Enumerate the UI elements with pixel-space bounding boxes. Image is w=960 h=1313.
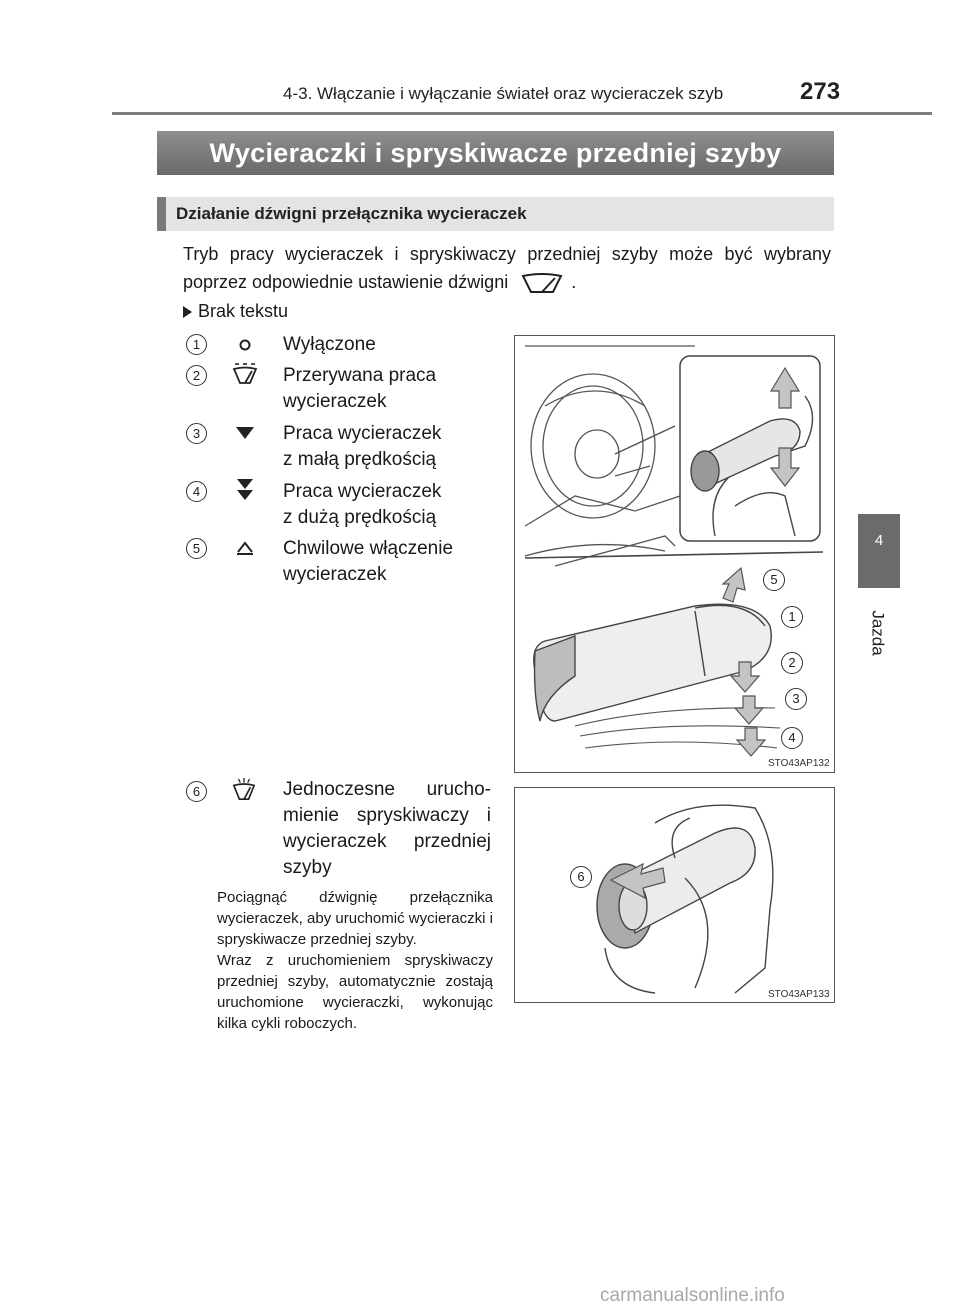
chapter-tab-number: 4 [874, 532, 884, 549]
figure-code: STO43AP133 [768, 989, 830, 1000]
bullet-arrow-icon [183, 306, 192, 318]
watermark: carmanualsonline.info [600, 1285, 785, 1306]
callout-3: 3 [785, 688, 807, 710]
subheading: Działanie dźwigni przełącznika wycieraczek [176, 204, 527, 223]
callout-2: 2 [781, 652, 803, 674]
front-wiper-icon [517, 272, 567, 294]
callout-6: 6 [570, 866, 592, 888]
wiper-lever-illustration [515, 336, 833, 771]
item-number: 4 [186, 481, 207, 502]
item-label: Praca wycieraczek z małą prędkością [283, 423, 442, 470]
header-rule [112, 112, 932, 115]
washer-wiper-icon [229, 778, 259, 802]
lever-pull-illustration [515, 788, 833, 1001]
item-label: Praca wycieraczek z dużą prędkością [283, 481, 442, 528]
chapter-tab-label: Jazda [869, 610, 888, 656]
intermittent-wiper-icon [230, 362, 260, 386]
off-circle-icon [230, 333, 260, 357]
item-label: Przerywana praca wycieraczek [283, 365, 437, 412]
intro-paragraph: Tryb pracy wycieraczek i spryskiwaczy przedniej szyby może być wybrany poprzez odpowiednie ustawienie dźwigni . [183, 240, 831, 296]
figure-lever-pull [514, 787, 835, 1003]
figure-code: STO43AP132 [768, 758, 830, 769]
high-speed-arrow-icon [230, 478, 260, 502]
subheading-bar [157, 197, 834, 231]
item-label: Chwilowe włączenie wycieraczek [283, 538, 454, 585]
mist-up-arrow-icon [230, 536, 260, 560]
callout-4: 4 [781, 727, 803, 749]
item-number: 2 [186, 365, 207, 386]
explanatory-note: Pociągnąć dźwignię przełącznika wycieraczek, aby uruchomić wycieraczki i spryskiwacze przedniej szyby. Wraz z uruchomieniem spryskiwaczy przedniej szyby, automatycznie zostają uruchomione wycieraczki, wykonując kilka cykli roboczych. [217, 889, 493, 1032]
item-number: 6 [186, 781, 207, 802]
section-title-banner [157, 131, 834, 175]
callout-1: 1 [781, 606, 803, 628]
low-speed-arrow-icon [230, 421, 260, 445]
chapter-tab [858, 514, 900, 588]
item-label: Jednoczesne uruchomienie spryskiwaczy i wycieraczek przedniej szyby [283, 779, 491, 878]
callout-5: 5 [763, 569, 785, 591]
item-label: Wyłączone [283, 334, 376, 355]
bullet-item: Brak tekstu [183, 301, 288, 322]
item-number: 5 [186, 538, 207, 559]
page-number: 273 [800, 78, 841, 105]
item-number: 1 [186, 334, 207, 355]
figure-wiper-lever [514, 335, 835, 773]
item-number: 3 [186, 423, 207, 444]
running-header: 4-3. Włączanie i wyłączanie świateł oraz wycieraczek szyb [283, 84, 724, 103]
section-title: Wycieraczki i spryskiwacze przedniej szyby [209, 137, 782, 168]
